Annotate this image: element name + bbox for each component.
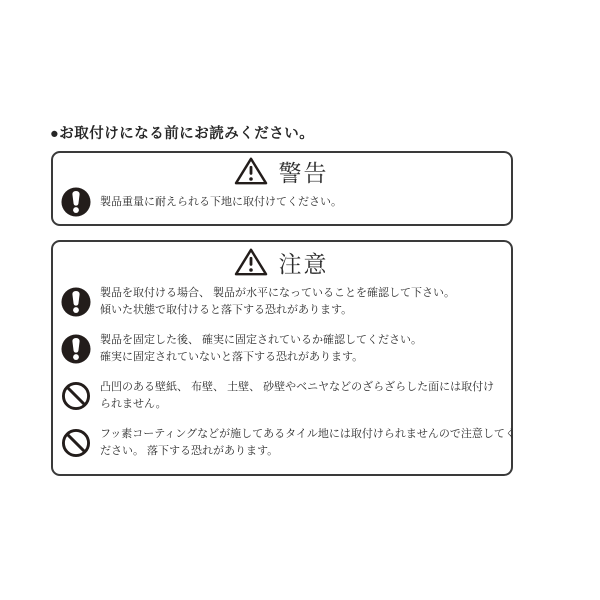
caution-item	[61, 285, 501, 319]
section-header: ●お取付けになる前にお読みください。	[50, 126, 315, 142]
text-line: 凸凹のある壁紙、 布壁、 土壁、 砂壁やベニヤなどのざらざらした面には取付け	[100, 381, 495, 393]
caution-item-text	[100, 379, 494, 413]
warning-box-title	[61, 155, 501, 187]
mandatory-action-exclamation-icon	[61, 287, 91, 317]
warning-box-title-text: 警告	[278, 159, 329, 186]
warning-item	[61, 187, 501, 217]
caution-item-text	[100, 332, 422, 366]
warning-triangle-icon	[234, 156, 268, 186]
caution-box-title-text: 注意	[278, 250, 329, 277]
text-line: フッ素コーティングなどが施してあるタイル地には取付けられませんので注意してく	[100, 428, 516, 440]
text-line: られません。	[100, 398, 167, 410]
prohibition-circle-slash-icon	[61, 428, 91, 458]
safety-section	[50, 122, 515, 476]
mandatory-action-exclamation-icon	[61, 334, 91, 364]
text-line: 製品を取付ける場合、 製品が水平になっていることを確認して下さい。	[100, 287, 456, 299]
caution-item-text	[100, 426, 516, 460]
caution-box-title	[61, 246, 501, 278]
warning-box	[51, 151, 513, 226]
text-line: 確実に固定されていないと落下する恐れがあります。	[100, 351, 364, 363]
caution-item	[61, 426, 516, 460]
caution-item-text	[100, 285, 455, 319]
text-line: 製品重量に耐えられる下地に取付けてください。	[100, 195, 342, 208]
text-line: ださい。 落下する恐れがあります。	[100, 445, 279, 457]
caution-box	[51, 240, 516, 476]
text-line: 製品を固定した後、 確実に固定されているか確認してください。	[100, 334, 423, 346]
text-line: 傾いた状態で取付けると落下する恐れがあります。	[100, 304, 353, 316]
caution-item	[61, 332, 501, 366]
warning-triangle-icon	[234, 247, 268, 277]
warning-item-text	[100, 194, 342, 211]
mandatory-action-exclamation-icon	[61, 187, 91, 217]
caution-item	[61, 379, 501, 413]
prohibition-circle-slash-icon	[61, 381, 91, 411]
